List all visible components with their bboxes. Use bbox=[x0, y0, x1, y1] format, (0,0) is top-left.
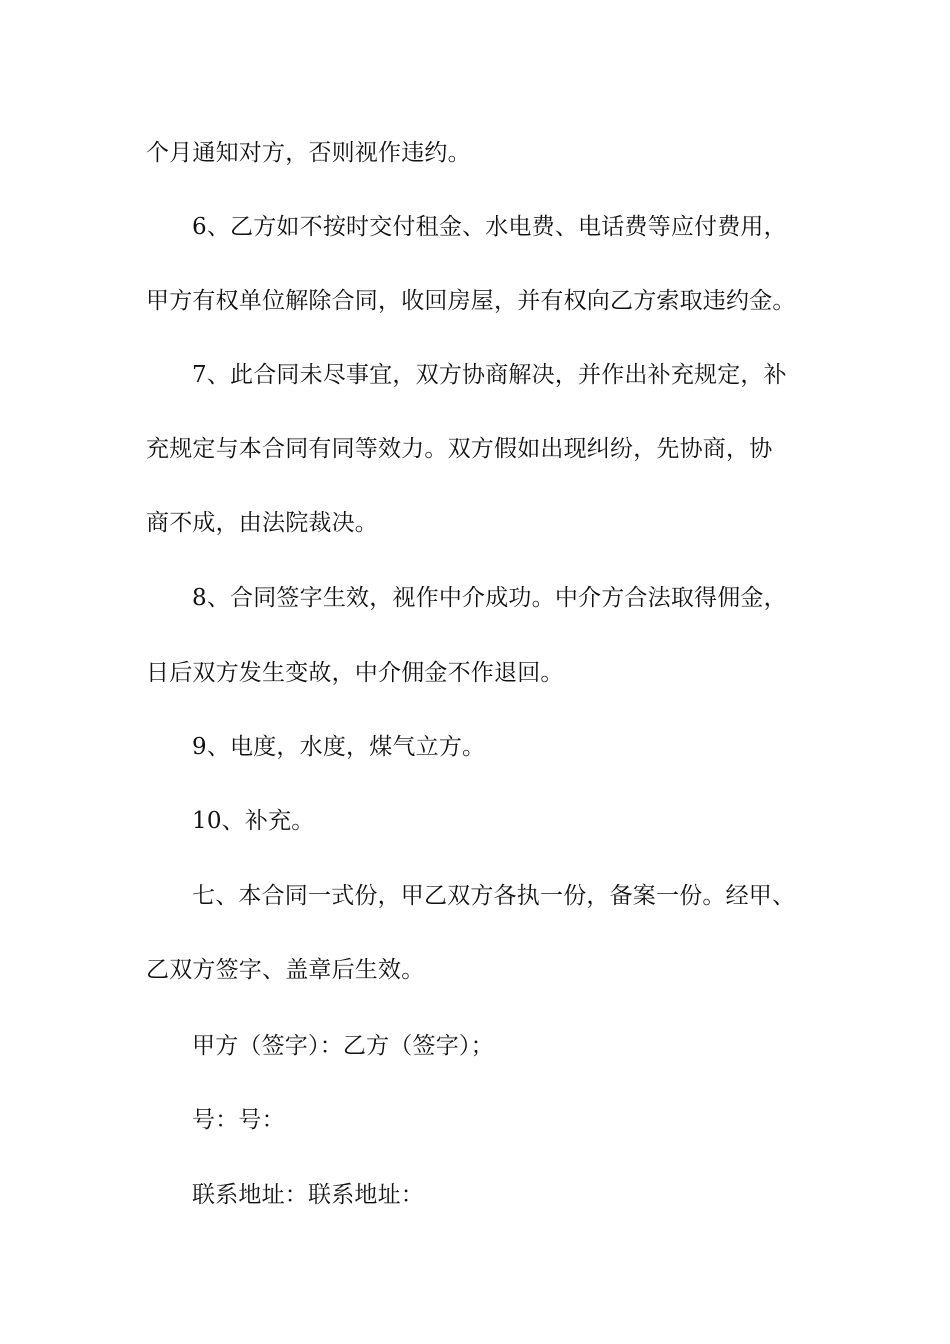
text-line: 商不成，由法院裁决。 bbox=[146, 510, 378, 536]
signature-line: 甲方（签字）：乙方（签字）； bbox=[192, 1033, 494, 1059]
text-line: 7、此合同未尽事宜，双方协商解决，并作出补充规定，补 bbox=[192, 362, 787, 388]
text-line: 充规定与本合同有同等效力。双方假如出现纠纷，先协商，协 bbox=[146, 436, 773, 462]
number-line: 号：号： bbox=[192, 1107, 285, 1133]
text-line: 甲方有权单位解除合同，收回房屋，并有权向乙方索取违约金。 bbox=[146, 288, 796, 314]
text-line: 8、合同签字生效，视作中介成功。中介方合法取得佣金， bbox=[192, 585, 787, 611]
text-line: 6、乙方如不按时交付租金、水电费、电话费等应付费用， bbox=[192, 214, 787, 240]
text-line: 10、补充。 bbox=[192, 808, 315, 834]
text-line: 9、电度，水度，煤气立方。 bbox=[192, 734, 486, 760]
address-line: 联系地址：联系地址： bbox=[192, 1182, 424, 1208]
text-line: 个月通知对方，否则视作违约。 bbox=[146, 140, 471, 166]
text-line: 七、本合同一式份，甲乙双方各执一份，备案一份。经甲、 bbox=[192, 883, 796, 909]
text-line: 乙双方签字、盖章后生效。 bbox=[146, 957, 425, 983]
text-line: 日后双方发生变故，中介佣金不作退回。 bbox=[146, 660, 564, 686]
